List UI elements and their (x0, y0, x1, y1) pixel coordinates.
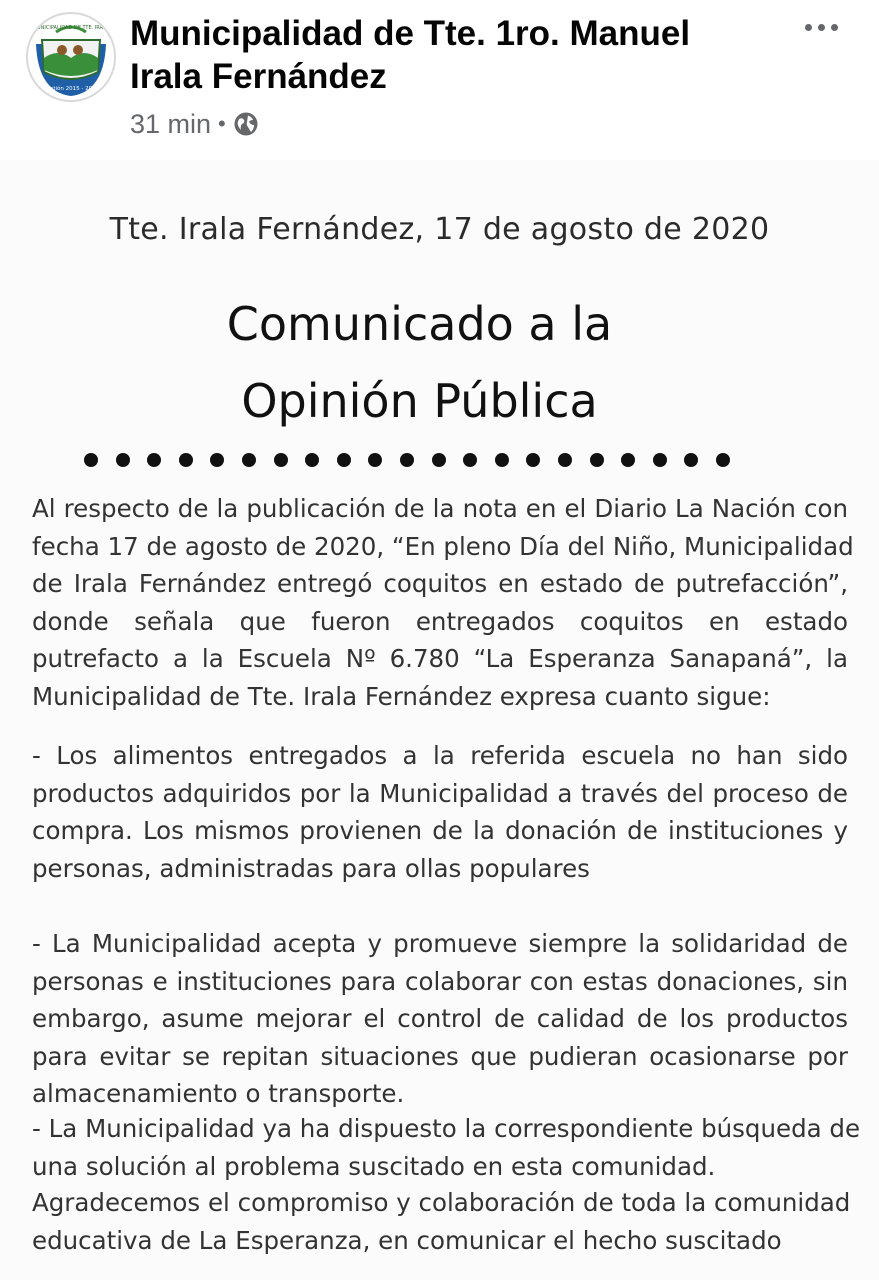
text-line: una solución al problema suscitado en esta comunidad. (32, 1151, 716, 1181)
separator-dot (590, 453, 604, 467)
text-line: para evitar se repitan situaciones que pudieran ocasionarse por (32, 1041, 848, 1071)
text-line: - Los alimentos entregados a la referida escuela no han sido (32, 741, 848, 770)
separator-dot (274, 453, 288, 467)
text-line: Municipalidad de Tte. Irala Fernández expresa cuanto sigue: (32, 681, 771, 711)
post-meta (130, 106, 259, 142)
separator-dot (116, 453, 130, 467)
separator-dot (716, 453, 730, 467)
separator-dot (684, 453, 698, 467)
text-line: compra. Los mismos provienen de la donación de instituciones y (32, 816, 848, 845)
page-name-link[interactable]: Municipalidad de Tte. 1ro. Manuel Irala Fernández (130, 14, 691, 96)
text-line: almacenamiento o transporte. (32, 1079, 405, 1108)
separator-dot (463, 453, 477, 467)
text-line: de Irala Fernández entregó coquitos en estado de putrefacción”, (32, 569, 848, 598)
text-line: putrefacto a la Escuela Nº 6.780 “La Esperanza Sanapaná”, la (32, 644, 848, 673)
separator-dot (242, 453, 256, 467)
document-title (0, 286, 839, 440)
text-line: - La Municipalidad ya ha dispuesto la correspondiente búsqueda de (32, 1114, 861, 1143)
separator-dot (210, 453, 224, 467)
post-image-document[interactable] (0, 160, 879, 1280)
text-line: productos adquiridos por la Municipalidad a través del proceso de (32, 778, 848, 808)
paragraph-solution (32, 1110, 861, 1185)
more-dot (805, 24, 812, 31)
more-options-button[interactable] (798, 12, 844, 42)
logo-bottom-text: Gestión 2015 - 2020 (42, 86, 100, 92)
post-header (0, 0, 879, 160)
separator-dot (305, 453, 319, 467)
separator-dot (621, 453, 635, 467)
text-line: fecha 17 de agosto de 2020, “En pleno Día del Niño, Municipalidad (32, 531, 854, 561)
dotted-separator (84, 452, 730, 468)
municipality-logo-icon (28, 14, 114, 100)
separator-dot (558, 453, 572, 467)
text-line: Agradecemos el compromiso y colaboración de toda la comunidad (32, 1188, 851, 1217)
separator-dot (368, 453, 382, 467)
paragraph-intro (32, 490, 854, 715)
more-dot (818, 24, 825, 31)
separator-dot (400, 453, 414, 467)
more-dot (831, 24, 838, 31)
text-line: embargo, asume mejorar el control de calidad de los productos (32, 1004, 848, 1033)
title-line: Opinión Pública (241, 374, 598, 428)
text-line: personas, administradas para ollas populares (32, 853, 590, 883)
separator-dot (337, 453, 351, 467)
paragraph-quality-control (32, 925, 848, 1113)
paragraph-food-origin (32, 737, 848, 887)
logo-top-text: MUNICIPALIDAD DE TTE. IRALA (32, 25, 110, 31)
title-line: Comunicado a la (226, 297, 613, 351)
separator-dot (495, 453, 509, 467)
separator-dot (526, 453, 540, 467)
separator-dot (179, 453, 193, 467)
separator-dot (147, 453, 161, 467)
text-line: personas e instituciones para colaborar con estas donaciones, sin (32, 966, 848, 996)
text-line: educativa de La Esperanza, en comunicar el hecho suscitado (32, 1225, 782, 1255)
globe-icon[interactable] (233, 111, 259, 137)
page-avatar[interactable] (26, 12, 116, 102)
separator-dot (84, 453, 98, 467)
separator-dot (653, 453, 667, 467)
text-line: donde señala que fueron entregados coquitos en estado (32, 606, 848, 636)
paragraph-thanks (32, 1184, 851, 1259)
document-date: Tte. Irala Fernández, 17 de agosto de 2020 (109, 212, 770, 247)
separator-dot (432, 453, 446, 467)
meta-separator: • (218, 111, 226, 136)
text-line: - La Municipalidad acepta y promueve siempre la solidaridad de (32, 929, 848, 958)
post-timestamp[interactable]: 31 min (130, 108, 212, 139)
text-line: Al respecto de la publicación de la nota en el Diario La Nación con (32, 494, 848, 523)
